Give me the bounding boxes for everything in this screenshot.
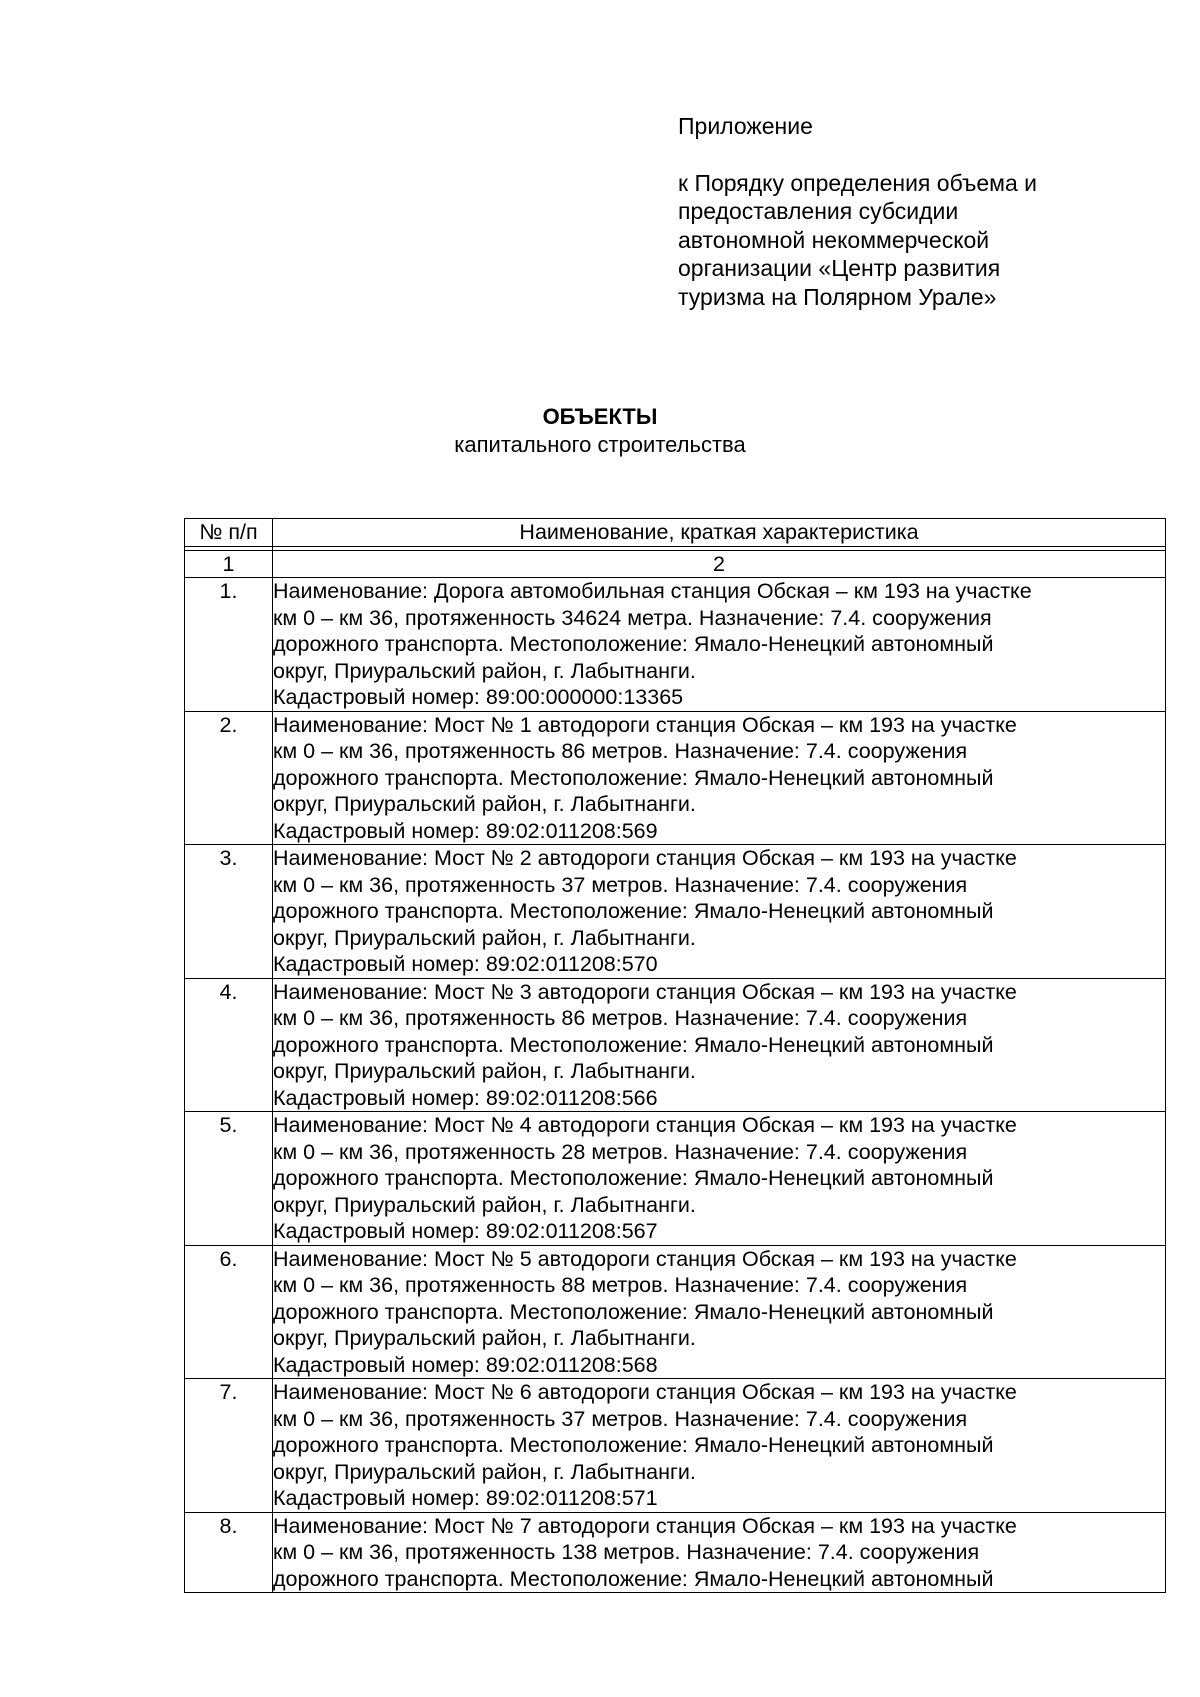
row-description-cell <box>273 711 1166 845</box>
index-cell-1: 1 <box>185 550 273 578</box>
table-row <box>185 845 1166 979</box>
row-description-cell <box>273 1379 1166 1513</box>
row-description: Наименование: Мост № 7 автодороги станция Обская – км 193 на участке км 0 – км 36, протяженность 138 метров. Назначение: 7.4. сооружения дорожного транспорта. Местоположение: Ямало-Ненецкий автономный <box>273 1513 1017 1591</box>
table-header-row <box>185 519 1166 547</box>
document-title: ОБЪЕКТЫ <box>542 404 658 429</box>
table-row <box>185 978 1166 1112</box>
row-number: 3. <box>185 845 273 979</box>
index-cell-2: 2 <box>273 550 1166 578</box>
row-description-cell <box>273 978 1166 1112</box>
header-description: Наименование, краткая характеристика <box>273 519 1166 547</box>
table-row <box>185 1245 1166 1379</box>
row-number: 7. <box>185 1379 273 1513</box>
header-number: № п/п <box>185 519 273 547</box>
table-index-row <box>185 550 1166 578</box>
row-number: 1. <box>185 578 273 712</box>
appendix-title: Приложение <box>678 113 813 139</box>
row-description: Наименование: Мост № 1 автодороги станция Обская – км 193 на участке км 0 – км 36, протяженность 86 метров. Назначение: 7.4. сооружения дорожного транспорта. Местоположение: Ямало-Ненецкий автономный округ, Приуральский район, г. Лабытнанги. Кадастровый номер: 89:02:011208:569 <box>273 712 1017 843</box>
row-number: 4. <box>185 978 273 1112</box>
row-description-cell <box>273 1112 1166 1246</box>
table-row <box>185 711 1166 845</box>
table-row <box>185 1379 1166 1513</box>
row-number: 5. <box>185 1112 273 1246</box>
row-description: Наименование: Мост № 3 автодороги станция Обская – км 193 на участке км 0 – км 36, протяженность 86 метров. Назначение: 7.4. сооружения дорожного транспорта. Местоположение: Ямало-Ненецкий автономный округ, Приуральский район, г. Лабытнанги. Кадастровый номер: 89:02:011208:566 <box>273 979 1017 1110</box>
row-description: Наименование: Дорога автомобильная станция Обская – км 193 на участке км 0 – км 36, протяженность 34624 метра. Назначение: 7.4. сооружения дорожного транспорта. Местоположение: Ямало-Ненецкий автономный округ, Приуральский район, г. Лабытнанги. Кадастровый номер: 89:00:000000:13365 <box>273 579 1032 709</box>
table-row <box>185 1112 1166 1246</box>
row-number: 2. <box>185 711 273 845</box>
row-description-cell <box>273 1512 1166 1593</box>
table-row <box>185 578 1166 712</box>
document-heading <box>0 403 1200 459</box>
row-number: 8. <box>185 1512 273 1593</box>
document-subtitle: капитального строительства <box>454 432 746 457</box>
objects-table <box>184 518 1166 1593</box>
appendix-block <box>678 112 1118 311</box>
row-description: Наименование: Мост № 2 автодороги станция Обская – км 193 на участке км 0 – км 36, протяженность 37 метров. Назначение: 7.4. сооружения дорожного транспорта. Местоположение: Ямало-Ненецкий автономный округ, Приуральский район, г. Лабытнанги. Кадастровый номер: 89:02:011208:570 <box>273 846 1017 976</box>
row-description-cell <box>273 845 1166 979</box>
table-row <box>185 1512 1166 1593</box>
row-description: Наименование: Мост № 4 автодороги станция Обская – км 193 на участке км 0 – км 36, протяженность 28 метров. Назначение: 7.4. сооружения дорожного транспорта. Местоположение: Ямало-Ненецкий автономный округ, Приуральский район, г. Лабытнанги. Кадастровый номер: 89:02:011208:567 <box>273 1113 1017 1243</box>
appendix-text: к Порядку определения объема и предоставления субсидии автономной некоммерческой организации «Центр развития туризма на Полярном Урале» <box>678 169 1037 310</box>
row-description: Наименование: Мост № 6 автодороги станция Обская – км 193 на участке км 0 – км 36, протяженность 37 метров. Назначение: 7.4. сооружения дорожного транспорта. Местоположение: Ямало-Ненецкий автономный округ, Приуральский район, г. Лабытнанги. Кадастровый номер: 89:02:011208:571 <box>273 1380 1017 1510</box>
row-description: Наименование: Мост № 5 автодороги станция Обская – км 193 на участке км 0 – км 36, протяженность 88 метров. Назначение: 7.4. сооружения дорожного транспорта. Местоположение: Ямало-Ненецкий автономный округ, Приуральский район, г. Лабытнанги. Кадастровый номер: 89:02:011208:568 <box>273 1246 1017 1377</box>
row-number: 6. <box>185 1245 273 1379</box>
row-description-cell <box>273 578 1166 712</box>
row-description-cell <box>273 1245 1166 1379</box>
